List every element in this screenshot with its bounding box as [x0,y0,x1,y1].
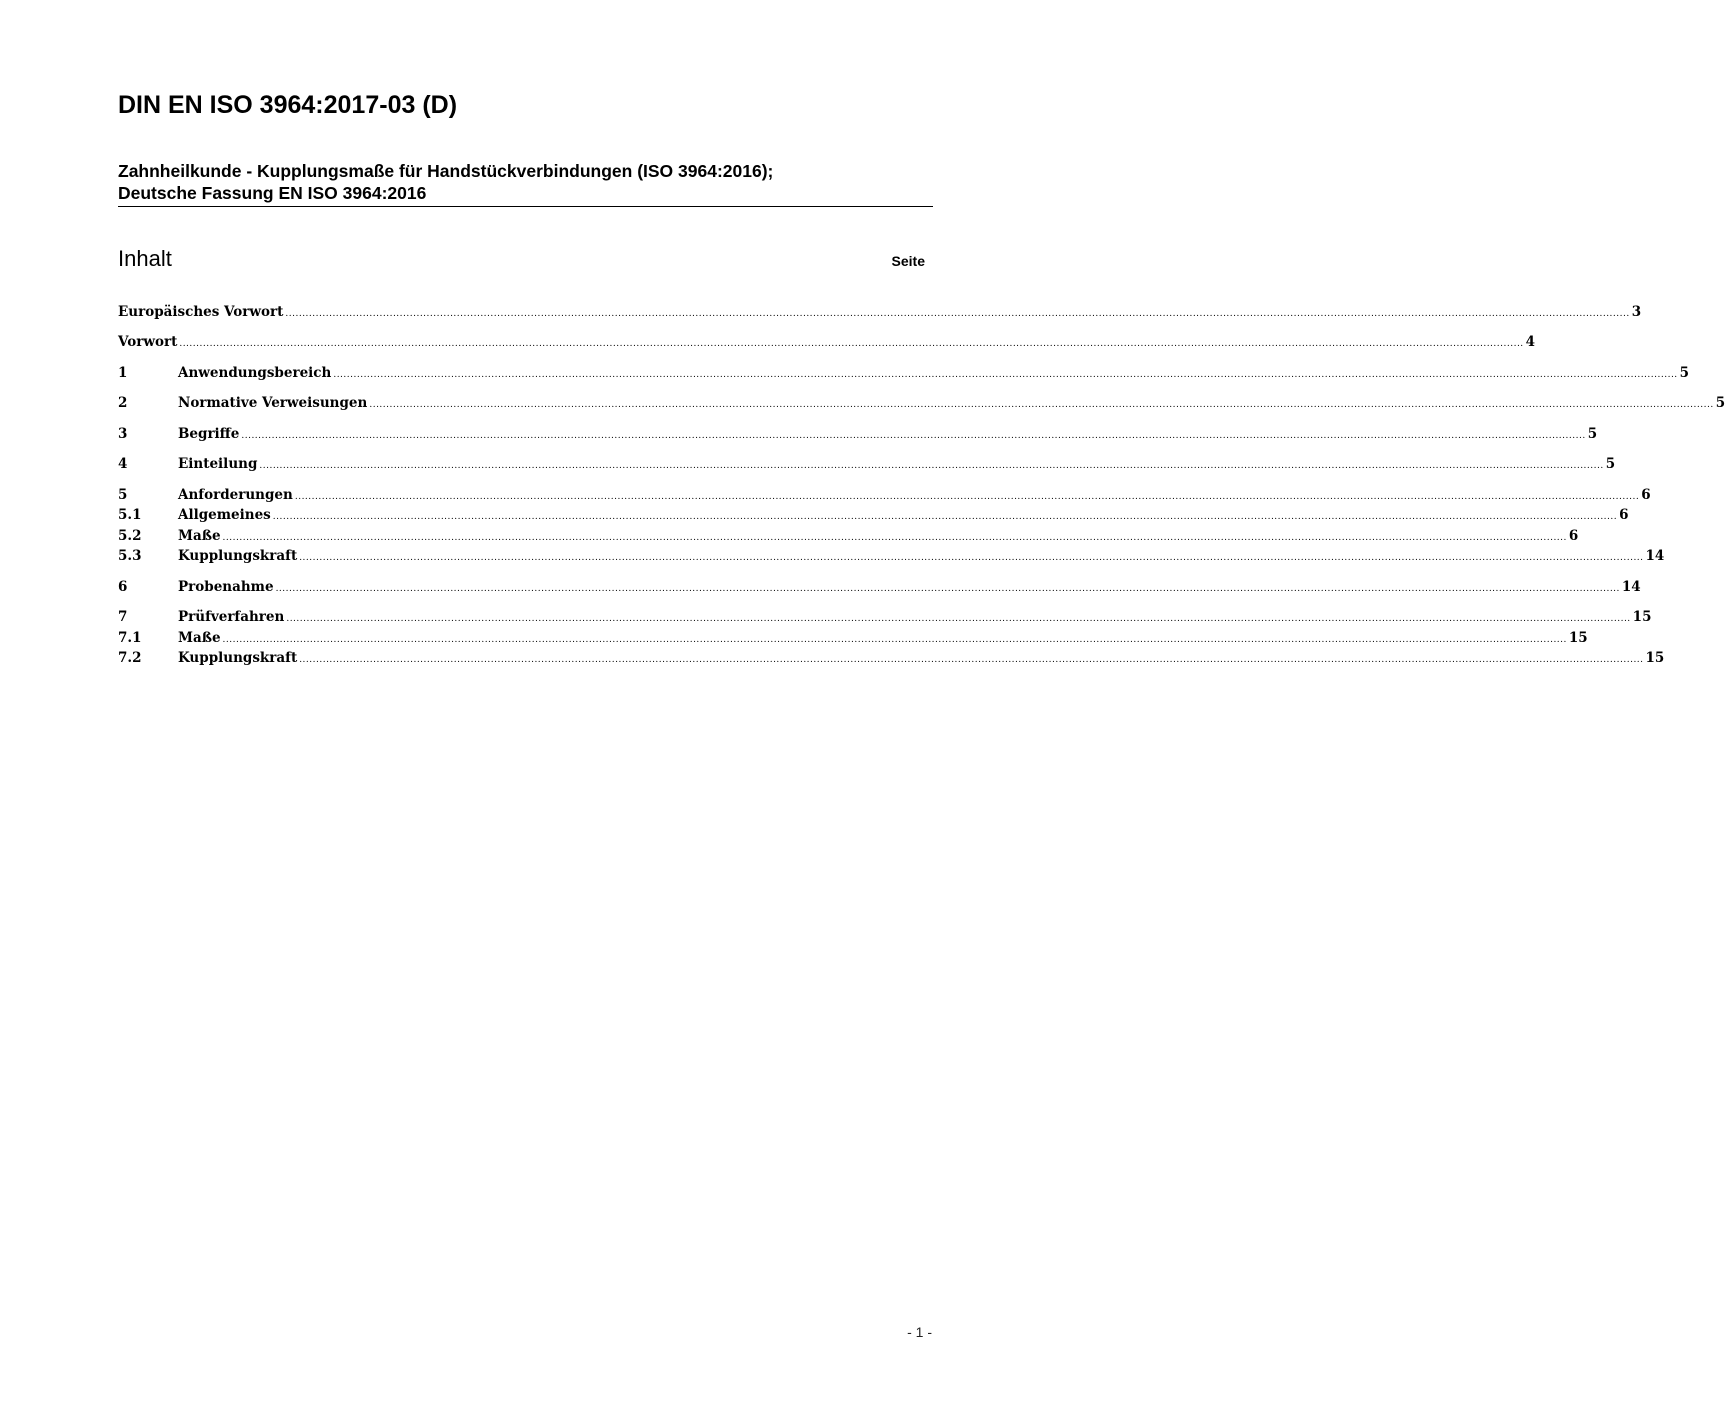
toc-dot-leader: ................................................................................................................................................................................................................................................................................................................................................................................................................ [272,512,1618,522]
toc-entry-number: 4 [118,456,128,472]
toc-entry-number: 6 [118,579,128,595]
toc-entry-title: Probenahme [178,579,274,595]
toc-entry-title: Vorwort [118,334,178,350]
toc-entry-number: 5.1 [118,507,142,523]
toc-dot-leader: ................................................................................................................................................................................................................................................................................................................................................................................................................ [299,553,1644,563]
toc-page-label: Seite [891,253,925,269]
toc-entry[interactable] [118,332,1536,352]
toc-entry-page: 15 [1645,650,1665,666]
toc-dot-leader: ................................................................................................................................................................................................................................................................................................................................................................................................................ [241,431,1586,441]
subtitle-line-2: Deutsche Fassung EN ISO 3964:2016 [118,183,427,203]
toc-entry-page: 3 [1631,304,1642,320]
toc-entry-title: Normative Verweisungen [178,395,368,411]
toc-entry-number: 5 [118,487,128,503]
toc-entry-title: Begriffe [178,426,240,442]
toc-entry-number: 7 [118,609,128,625]
toc-dot-leader: ................................................................................................................................................................................................................................................................................................................................................................................................................ [222,533,1567,543]
toc-entry-number: 7.2 [118,650,142,666]
toc-entry-title: Anwendungsbereich [178,365,332,381]
toc-entry-title: Kupplungskraft [178,548,298,564]
toc-entry-page: 5 [1679,365,1690,381]
toc-entry-page: 4 [1525,334,1536,350]
toc-dot-leader: ................................................................................................................................................................................................................................................................................................................................................................................................................ [294,492,1640,502]
toc-entry-number: 5.2 [118,528,142,544]
toc-dot-leader: ................................................................................................................................................................................................................................................................................................................................................................................................................ [369,400,1714,410]
toc-entry-page: 15 [1632,609,1652,625]
document-subtitle [118,160,933,207]
toc-entry[interactable] [118,628,1588,648]
toc-entry[interactable] [118,648,1665,668]
toc-entry-page: 5 [1587,426,1598,442]
toc-entry[interactable] [118,302,1642,322]
toc-entry-page: 6 [1619,507,1629,523]
toc-dot-leader: ................................................................................................................................................................................................................................................................................................................................................................................................................ [275,584,1620,594]
toc-dot-leader: ................................................................................................................................................................................................................................................................................................................................................................................................................ [286,614,1631,624]
toc-entry[interactable] [118,577,1641,597]
toc-heading: Inhalt [118,246,172,271]
toc-entry-title: Europäisches Vorwort [118,304,284,320]
toc-entry[interactable] [118,607,1652,627]
toc-dot-leader: ................................................................................................................................................................................................................................................................................................................................................................................................................ [333,370,1678,380]
toc-entry[interactable] [118,454,1616,474]
toc-dot-leader: ................................................................................................................................................................................................................................................................................................................................................................................................................ [222,635,1567,645]
toc-entry-number: 5.3 [118,548,142,564]
toc-entry-title: Einteilung [178,456,258,472]
toc-entry-page: 14 [1645,548,1665,564]
toc-entry-title: Allgemeines [178,507,271,523]
toc-entry-title: Anforderungen [178,487,293,503]
toc-entry-page: 5 [1605,456,1616,472]
toc-dot-leader: ................................................................................................................................................................................................................................................................................................................................................................................................................ [299,655,1644,665]
toc-dot-leader: ................................................................................................................................................................................................................................................................................................................................................................................................................ [259,461,1604,471]
toc-entry-title: Prüfverfahren [178,609,285,625]
toc-entry-page: 15 [1568,630,1588,646]
toc-entry[interactable] [118,424,1598,444]
toc-entry[interactable] [118,505,1629,525]
toc-entry[interactable] [118,363,1690,383]
toc-entry-title: Maße [178,630,221,646]
toc-entry-number: 3 [118,426,128,442]
subtitle-line-1: Zahnheilkunde - Kupplungsmaße für Handstückverbindungen (ISO 3964:2016); [118,161,774,181]
toc-entry-page: 6 [1641,487,1651,503]
toc-entry[interactable] [118,485,1651,505]
toc-dot-leader: ................................................................................................................................................................................................................................................................................................................................................................................................................ [179,339,1524,349]
toc-entry-title: Maße [178,528,221,544]
toc-entry-number: 1 [118,365,128,381]
toc-entry-page: 5 [1715,395,1725,411]
toc-entry-title: Kupplungskraft [178,650,298,666]
toc-entry-number: 7.1 [118,630,142,646]
page-number: - 1 - [907,1324,932,1340]
toc-entry[interactable] [118,546,1665,566]
toc-entry-page: 6 [1568,528,1579,544]
toc-entry[interactable] [118,526,1579,546]
toc-dot-leader: ................................................................................................................................................................................................................................................................................................................................................................................................................ [285,309,1630,319]
document-id: DIN EN ISO 3964:2017-03 (D) [118,91,458,119]
toc-entry-page: 14 [1621,579,1641,595]
toc-entry-number: 2 [118,395,128,411]
toc-entry[interactable] [118,393,1725,413]
